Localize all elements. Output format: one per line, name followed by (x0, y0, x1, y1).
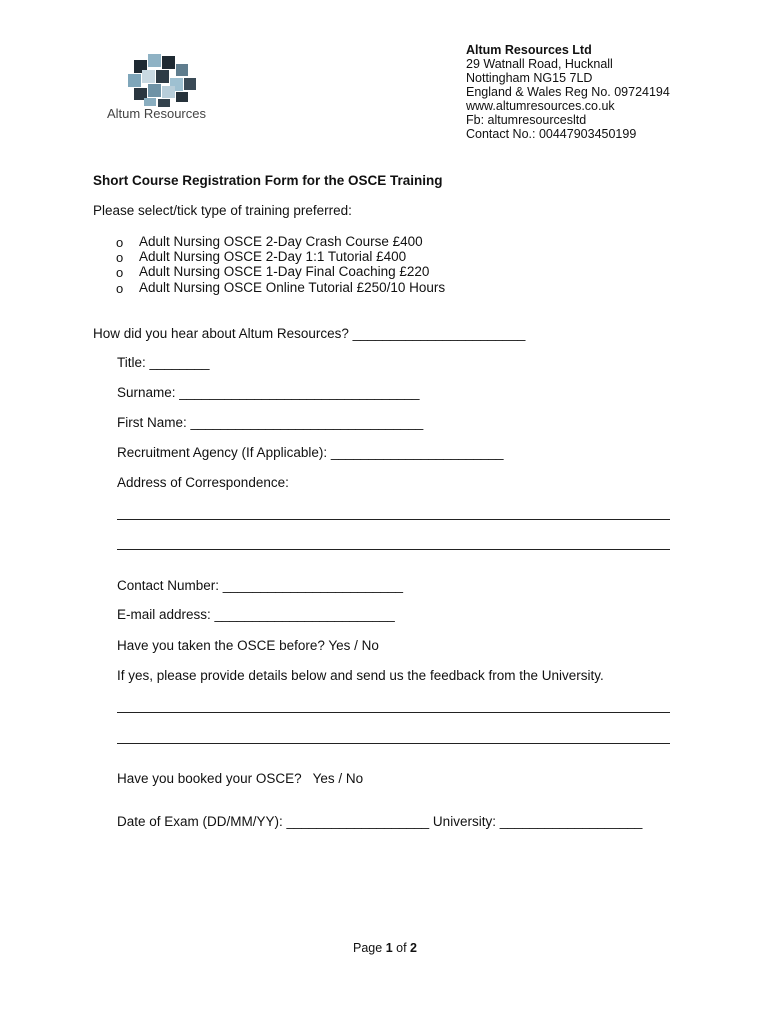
training-instruction: Please select/tick type of training preferred: (93, 203, 352, 218)
address-label: Address of Correspondence: (117, 475, 289, 490)
osce-before-question[interactable]: Have you taken the OSCE before? Yes / No (117, 638, 379, 653)
address-line-2-input[interactable] (117, 549, 670, 550)
logo-text: Altum Resources (107, 106, 206, 121)
page-number (0, 941, 770, 955)
address-line: 29 Watnall Road, Hucknall (466, 57, 613, 71)
form-title: Short Course Registration Form for the OSCE Training (93, 173, 443, 188)
checkbox-bullet[interactable]: o (116, 235, 124, 250)
page-total: 2 (410, 941, 417, 955)
address-line-1-input[interactable] (117, 519, 670, 520)
contact-number-text: Contact No.: 00447903450199 (466, 127, 637, 141)
exam-date-university-field[interactable]: Date of Exam (DD/MM/YY): ___________________ University: ___________________ (117, 814, 643, 829)
checkbox-bullet[interactable]: o (116, 265, 124, 280)
facebook-text: Fb: altumresourcesltd (466, 113, 587, 127)
address-line: Nottingham NG15 7LD (466, 71, 593, 85)
checkbox-bullet[interactable]: o (116, 281, 124, 296)
details-line-2-input[interactable] (117, 743, 670, 744)
page-prefix: Page (353, 941, 386, 955)
website-link[interactable]: www.altumresources.co.uk (466, 99, 615, 113)
company-name: Altum Resources Ltd (466, 43, 592, 57)
email-field[interactable]: E-mail address: ________________________ (117, 607, 395, 622)
first-name-field[interactable]: First Name: _______________________________ (117, 415, 424, 430)
recruitment-agency-field[interactable]: Recruitment Agency (If Applicable): _______________________ (117, 445, 504, 460)
address-line: England & Wales Reg No. 09724194 (466, 85, 670, 99)
page-current: 1 (385, 941, 393, 955)
booked-osce-question[interactable]: Have you booked your OSCE? Yes / No (117, 771, 364, 786)
title-field[interactable]: Title: ________ (117, 355, 210, 370)
hear-about-field[interactable]: How did you hear about Altum Resources? _______________________ (93, 326, 526, 341)
page-of: of (392, 941, 411, 955)
training-option: Adult Nursing OSCE 1-Day Final Coaching £220 (139, 264, 430, 279)
surname-field[interactable]: Surname: ________________________________ (117, 385, 420, 400)
details-instruction: If yes, please provide details below and send us the feedback from the University. (117, 668, 604, 683)
training-option: Adult Nursing OSCE Online Tutorial £250/10 Hours (139, 280, 446, 295)
training-option: Adult Nursing OSCE 2-Day 1:1 Tutorial £400 (139, 249, 407, 264)
checkbox-bullet[interactable]: o (116, 250, 124, 265)
contact-number-field[interactable]: Contact Number: ________________________ (117, 578, 403, 593)
details-line-1-input[interactable] (117, 712, 670, 713)
training-option: Adult Nursing OSCE 2-Day Crash Course £400 (139, 234, 423, 249)
